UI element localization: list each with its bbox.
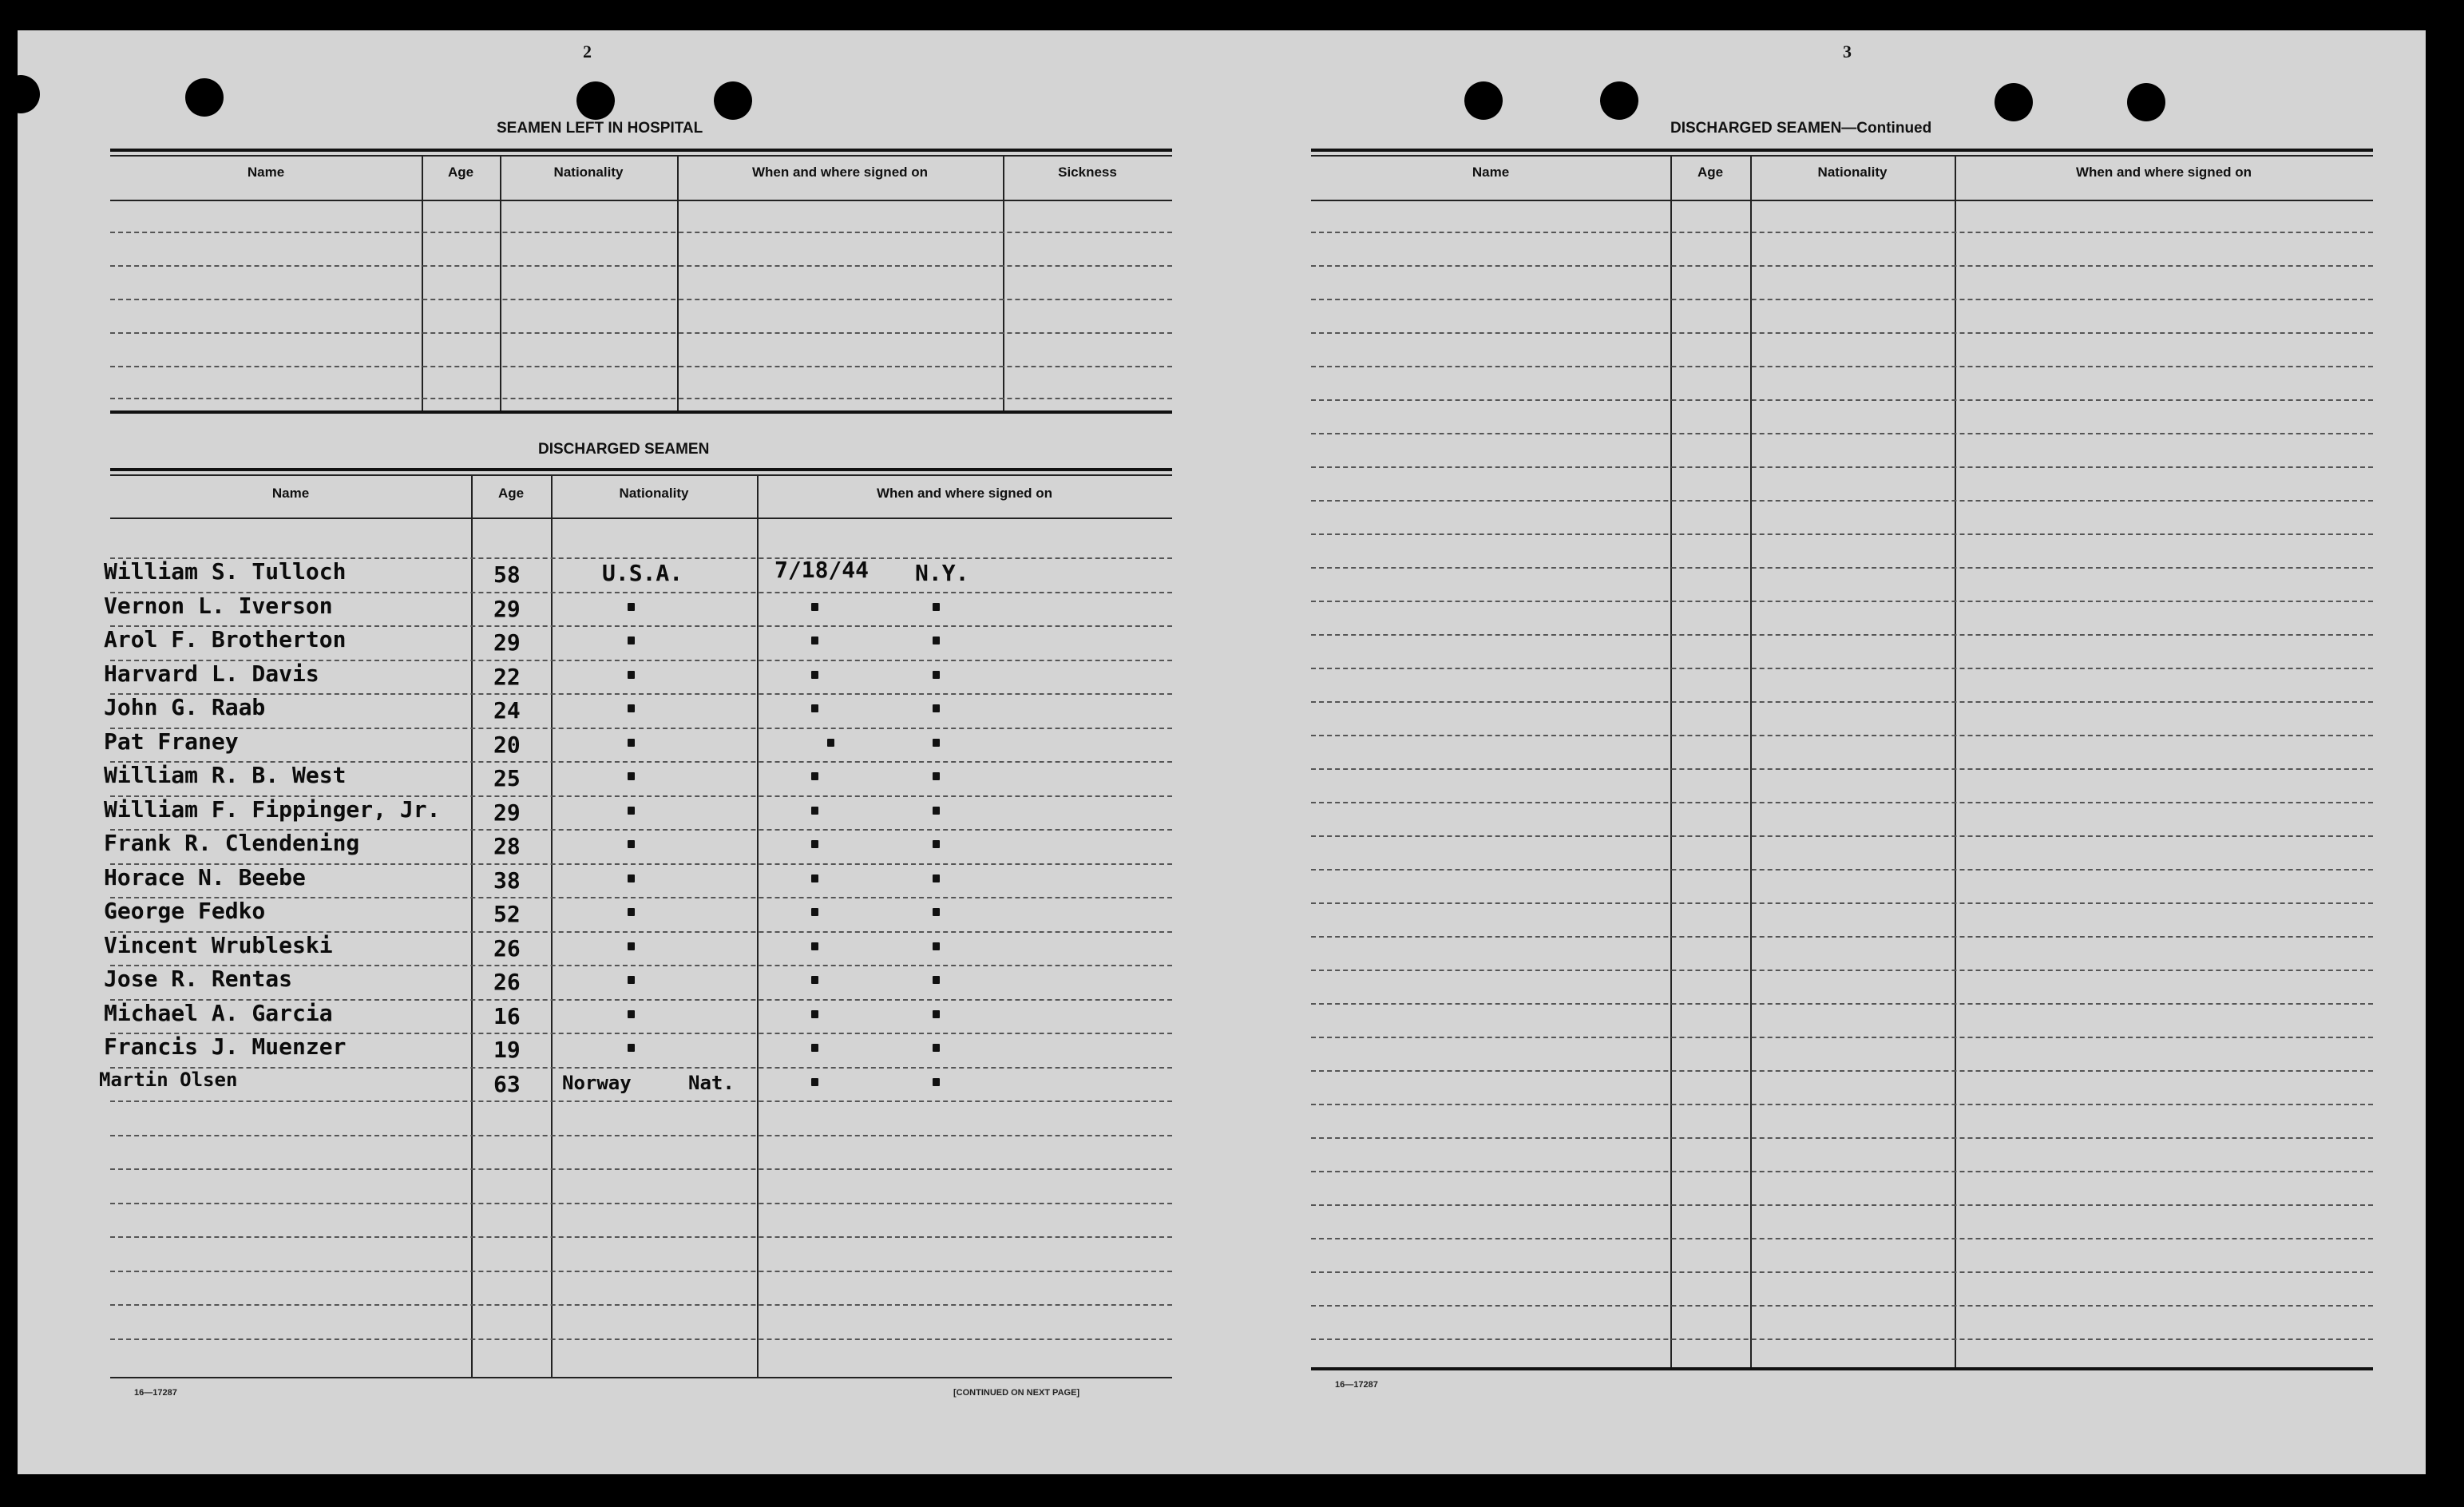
- ditto-mark: [933, 1078, 940, 1086]
- seaman-name: John G. Raab: [104, 694, 266, 720]
- seaman-age: 52: [493, 901, 521, 927]
- seaman-name: William R. B. West: [104, 762, 347, 788]
- ditto-mark: [811, 704, 818, 712]
- seaman-age: 26: [493, 969, 521, 995]
- discharged-section-title: DISCHARGED SEAMEN: [538, 441, 710, 458]
- continued-note: [CONTINUED ON NEXT PAGE]: [953, 1388, 1080, 1398]
- col-header-age: Age: [447, 165, 474, 180]
- ditto-mark: [811, 807, 818, 815]
- form-number: 16—17287: [1335, 1380, 1378, 1390]
- seaman-age: 20: [493, 731, 521, 758]
- seaman-age: 16: [493, 1002, 521, 1029]
- ditto-mark: [933, 807, 940, 815]
- page-number: 3: [1843, 42, 1852, 61]
- seaman-age: 38: [493, 867, 521, 894]
- ditto-mark: [933, 637, 940, 644]
- ditto-mark: [933, 874, 940, 882]
- punch-hole: [185, 78, 224, 117]
- col-header-nationality: Nationality: [1817, 165, 1888, 180]
- ditto-mark: [811, 603, 818, 611]
- seaman-name: Michael A. Garcia: [104, 999, 333, 1026]
- ditto-mark: [811, 840, 818, 848]
- col-header-name: Name: [1472, 165, 1510, 180]
- ditto-mark: [811, 637, 818, 644]
- col-header-signed-on: When and where signed on: [751, 165, 929, 180]
- ditto-mark: [811, 671, 818, 679]
- punch-hole: [2127, 83, 2165, 121]
- signed-on-date: 7/18/44: [774, 557, 870, 583]
- seaman-name: George Fedko: [104, 898, 266, 924]
- ditto-mark: [811, 1078, 818, 1086]
- ditto-mark: [628, 942, 635, 950]
- ditto-mark: [628, 603, 635, 611]
- punch-hole: [1464, 81, 1503, 120]
- ditto-mark: [628, 637, 635, 644]
- ditto-mark: [628, 840, 635, 848]
- seaman-name: Arol F. Brotherton: [104, 626, 347, 652]
- seaman-name: Frank R. Clendening: [104, 830, 360, 856]
- ditto-mark: [811, 772, 818, 780]
- form-number: 16—17287: [134, 1388, 177, 1398]
- col-header-name: Name: [271, 486, 310, 501]
- seaman-age: 28: [493, 833, 521, 859]
- seaman-name: William S. Tulloch: [104, 558, 347, 585]
- seaman-name: William F. Fippinger, Jr.: [104, 795, 441, 823]
- seaman-name: Francis J. Muenzer: [104, 1033, 347, 1060]
- seaman-nationality: Norway: [562, 1071, 632, 1094]
- punch-hole: [576, 81, 615, 120]
- seaman-age: 19: [493, 1037, 521, 1063]
- seaman-age: 29: [493, 629, 521, 656]
- col-header-signed-on: When and where signed on: [876, 486, 1053, 501]
- seaman-name: Pat Franey: [104, 728, 239, 755]
- punch-hole: [1600, 81, 1638, 120]
- punch-hole: [2, 75, 40, 113]
- seaman-name: Jose R. Rentas: [104, 966, 293, 992]
- ditto-mark: [811, 976, 818, 984]
- seaman-age: 63: [493, 1070, 521, 1097]
- col-header-nationality: Nationality: [619, 486, 689, 501]
- seaman-age: 58: [493, 561, 521, 588]
- ditto-mark: [933, 739, 940, 747]
- seaman-name: Harvard L. Davis: [104, 660, 319, 687]
- seaman-age: 24: [493, 697, 521, 724]
- ditto-mark: [827, 739, 834, 747]
- punch-hole: [1995, 83, 2033, 121]
- ditto-mark: [933, 1044, 940, 1052]
- seaman-name: Martin Olsen: [99, 1068, 238, 1091]
- ditto-mark: [811, 908, 818, 916]
- ditto-mark: [628, 739, 635, 747]
- ditto-mark: [628, 1010, 635, 1018]
- col-header-signed-on: When and where signed on: [2075, 165, 2252, 180]
- ditto-mark: [933, 840, 940, 848]
- ditto-mark: [811, 1010, 818, 1018]
- ditto-mark: [628, 807, 635, 815]
- ditto-mark: [628, 908, 635, 916]
- seaman-age: 26: [493, 934, 521, 962]
- col-header-name: Name: [247, 165, 285, 180]
- seaman-age: 22: [493, 663, 521, 690]
- seaman-age: 25: [493, 765, 521, 791]
- ditto-mark: [628, 772, 635, 780]
- col-header-age: Age: [497, 486, 525, 501]
- discharged-continued-title: DISCHARGED SEAMEN—Continued: [1670, 120, 1932, 137]
- ditto-mark: [933, 942, 940, 950]
- ditto-mark: [811, 1044, 818, 1052]
- seaman-age: 29: [493, 595, 521, 622]
- signed-on-place: N.Y.: [915, 560, 969, 586]
- ditto-mark: [933, 1010, 940, 1018]
- ditto-mark: [628, 704, 635, 712]
- ditto-mark: [933, 976, 940, 984]
- ditto-mark: [811, 874, 818, 882]
- col-header-nationality: Nationality: [553, 165, 624, 180]
- ditto-mark: [933, 908, 940, 916]
- punch-hole: [714, 81, 752, 120]
- ditto-mark: [933, 704, 940, 712]
- seaman-name: Vincent Wrubleski: [104, 931, 333, 958]
- seaman-name: Vernon L. Iverson: [104, 592, 333, 619]
- seaman-age: 29: [493, 799, 521, 826]
- ditto-mark: [933, 772, 940, 780]
- seaman-name: Horace N. Beebe: [104, 863, 306, 890]
- ditto-mark: [628, 976, 635, 984]
- ditto-mark: [628, 874, 635, 882]
- hospital-section-title: SEAMEN LEFT IN HOSPITAL: [497, 120, 703, 137]
- nationality-note: Nat.: [688, 1071, 735, 1094]
- col-header-sickness: Sickness: [1058, 165, 1117, 180]
- page-number: 2: [583, 42, 592, 61]
- ditto-mark: [811, 942, 818, 950]
- ditto-mark: [933, 603, 940, 611]
- col-header-age: Age: [1697, 165, 1724, 180]
- seaman-nationality: U.S.A.: [602, 560, 683, 586]
- ditto-mark: [628, 1044, 635, 1052]
- ditto-mark: [933, 671, 940, 679]
- ditto-mark: [628, 671, 635, 679]
- document-sheet: [18, 30, 2426, 1474]
